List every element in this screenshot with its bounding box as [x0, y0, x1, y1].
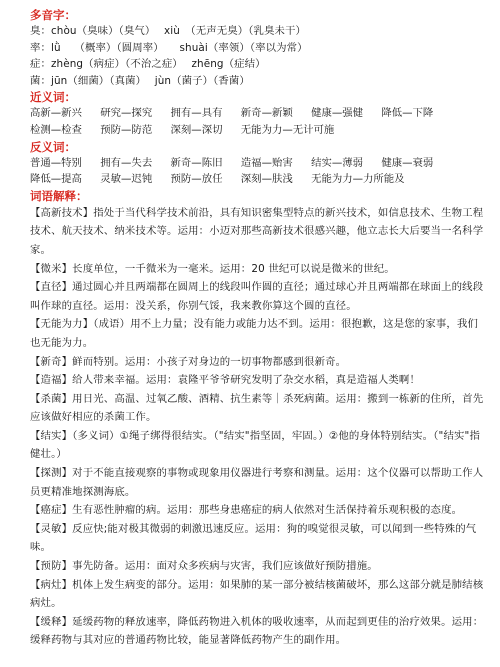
- definition-entry: 【结实】（多义词）①绳子绑得很结实。（"结实"指坚固，牢固。）②他的身体特别结实。（"结实"指健壮。）: [30, 429, 481, 461]
- synonym-pair: 拥有—具有: [170, 107, 223, 120]
- antonym-pair: 深刻—肤浅: [240, 173, 293, 186]
- definition-entry: 【病灶】机体上发生病变的部分。运用：如果肺的某一部分被结核菌破坏，那么这部分就是肺结核病灶。: [30, 578, 484, 610]
- antonym-pair: 拥有—失去: [100, 156, 153, 169]
- heading-word-explanations: 词语解释：: [30, 188, 88, 203]
- antonym-pair: 新奇—陈旧: [170, 156, 223, 169]
- heading-antonyms: 反义词：: [30, 139, 76, 154]
- synonym-row: [30, 122, 486, 139]
- definition-entry: 【高新技术】指处于当代科学技术前沿，具有知识密集型特点的新兴技术，如信息技术、生物工程技术、航天技术、纳米技术等。运用：小迈对那些高新技术很感兴趣，他立志长大后要当一名科学家。: [30, 206, 484, 256]
- polyphonic-line: 臭：chòu（臭味）（臭气） xiù （无声无臭）（乳臭未干）: [30, 25, 306, 37]
- antonym-pair: 降低—提高: [30, 173, 82, 186]
- definition-entry: 【无能为力】（成语）用不上力量；没有能力或能力达不到。运用：很抱歉，这是您的家事，我们也无能为力。: [30, 318, 479, 349]
- definition-entry: 【预防】事先防备。运用：面对众多疾病与灾害，我们应该做好预防措施。: [30, 560, 378, 573]
- antonym-row: [30, 155, 486, 172]
- antonym-pair: 结实—薄弱: [311, 156, 364, 169]
- synonym-pair: 健康—强健: [311, 107, 364, 120]
- definition-entry: 【杀菌】用日光、高温、过氧乙酸、酒精、抗生素等｜杀死病菌。运用：搬到一栋新的住所，首先应该做好相应的杀菌工作。: [30, 392, 484, 424]
- synonym-pair: 新奇—新颖: [240, 107, 293, 120]
- synonym-pair: 预防—防范: [100, 123, 153, 136]
- heading-synonyms: 近义词：: [30, 90, 76, 105]
- antonym-pair: 健康—衰弱: [381, 156, 434, 169]
- synonym-pair: 降低—下降: [381, 107, 434, 120]
- heading-polyphonic-characters: 多音字：: [30, 8, 76, 22]
- antonym-pair: 无能为力—力所能及: [311, 173, 405, 186]
- polyphonic-line: 症：zhèng（病症）（不治之症） zhēng（症结）: [30, 58, 266, 71]
- polyphonic-line: 率：lǜ （概率）（圆周率） shuài（率领）（率以为常）: [30, 41, 308, 54]
- antonym-pair: 造福—贻害: [240, 156, 293, 169]
- definition-entry: 【癌症】生有恶性肿瘤的病。运用：那些身患癌症的病人依然对生活保持着乐观积极的态度。: [30, 504, 463, 517]
- antonym-pair: 预防—放任: [170, 173, 223, 186]
- definition-entry: 【造福】给人带来幸福。运用：袁隆平爷爷研究发明了杂交水稻，真是造福人类啊！: [30, 374, 420, 387]
- antonym-row: [30, 171, 486, 188]
- definition-entry: 【新奇】鲜而特别。运用：小孩子对身边的一切事物都感到很新奇。: [30, 355, 347, 368]
- synonym-row: [30, 105, 486, 122]
- antonym-pair: 灵敏—迟钝: [100, 173, 153, 186]
- definition-entry: 【探测】对于不能直接观察的事物或现象用仪器进行考察和测量。运用：这个仪器可以帮助工作人员更精准地探测海底。: [30, 467, 484, 498]
- definition-entry: 【直径】通过圆心并且两端都在圆周上的线段叫作圆的直径；通过球心并且两端都在球面上的线段叫作球的直径。运用：没关系，你别气馁，我来教你算这个圆的直径。: [30, 281, 484, 312]
- synonym-pair: 无能为力—无计可施: [240, 123, 335, 136]
- definition-entry: 【灵敏】反应快;能对极其微弱的刺激迅速反应。运用：狗的嗅觉很灵敏，可以闻到一些特殊的气味。: [30, 522, 477, 554]
- synonym-pair: 检测—检查: [30, 123, 82, 136]
- definition-entry: 【微米】长度单位，一千微米为一毫米。运用：20 世纪可以说是微米的世纪。: [30, 262, 395, 275]
- antonym-pair: 普通—特别: [30, 156, 82, 169]
- polyphonic-line: 菌：jūn（细菌）（真菌） jùn（菌子）（香菌）: [30, 74, 250, 87]
- synonym-pair: 深刻—深切: [170, 123, 223, 136]
- definition-entry: 【缓释】延缓药物的释放速率，降低药物进入机体的吸收速率，从而起到更佳的治疗效果。运用：缓释药物与其对应的普通药物比较，能显著降低药物产生的副作用。: [30, 615, 484, 647]
- synonym-pair: 研究—探究: [100, 107, 153, 120]
- synonym-pair: 高新—新兴: [30, 107, 82, 120]
